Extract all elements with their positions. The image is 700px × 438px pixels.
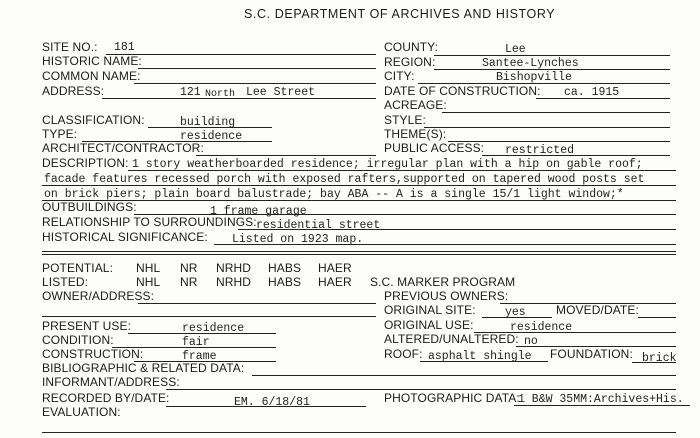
foundation-label: FOUNDATION:	[550, 347, 633, 361]
altered-label: ALTERED/UNALTERED:	[384, 332, 519, 346]
relationship-line	[238, 229, 676, 230]
bibliographic-label: BIBLIOGRAPHIC & RELATED DATA:	[42, 361, 245, 375]
type-value: residence	[180, 130, 243, 143]
present-use-label: PRESENT USE:	[42, 319, 132, 333]
historical-significance-label: HISTORICAL SIGNIFICANCE:	[42, 230, 208, 244]
roof-label: ROOF:	[384, 347, 423, 361]
owner-address-label: OWNER/ADDRESS:	[42, 289, 155, 303]
site-no-label: SITE NO.:	[42, 40, 98, 54]
architect-line	[196, 155, 376, 156]
recorded-by-label: RECORDED BY/DATE:	[42, 391, 170, 405]
section-divider-1	[42, 251, 676, 252]
potential-nhl: NHL	[136, 261, 161, 275]
present-use-value: residence	[182, 322, 245, 335]
public-access-value: restricted	[505, 144, 575, 157]
original-use-value: residence	[510, 321, 573, 334]
county-line	[434, 55, 670, 56]
outbuildings-value: 1 frame garage	[210, 205, 307, 218]
original-site-value: yes	[505, 306, 526, 319]
listed-label: LISTED:	[42, 275, 89, 289]
region-line	[434, 69, 670, 70]
description-line-1: 1 story weatherboarded residence; irregular plan with a hip on gable roof;	[132, 158, 643, 171]
previous-owners-label: PREVIOUS OWNERS:	[384, 289, 509, 303]
common-name-label: COMMON NAME:	[42, 69, 141, 83]
themes-label: THEME(S):	[384, 127, 447, 141]
style-label: STYLE:	[384, 113, 426, 127]
evaluation-line	[42, 432, 676, 433]
address-label: ADDRESS:	[42, 84, 105, 98]
description-rule-1	[128, 170, 676, 171]
listed-nrhd: NRHD	[216, 275, 252, 289]
architect-label: ARCHITECT/CONTRACTOR:	[42, 141, 204, 155]
classification-line	[148, 127, 272, 128]
address-number: 121	[180, 86, 201, 99]
listed-nhl: NHL	[136, 275, 161, 289]
county-value: Lee	[505, 43, 526, 56]
region-value: Santee-Lynches	[482, 57, 579, 70]
listed-haer: HAER	[318, 275, 352, 289]
original-use-label: ORIGINAL USE:	[384, 318, 474, 332]
description-line-3: on brick piers; plain board balustrade; bay ABA -- A is a single 15/1 light window;*	[44, 188, 624, 201]
historic-name-label: HISTORIC NAME:	[42, 54, 142, 68]
city-value: Bishopville	[496, 71, 572, 84]
common-name-line	[134, 83, 376, 84]
photographic-data-line	[514, 405, 690, 406]
informant-line	[166, 389, 676, 390]
relationship-label: RELATIONSHIP TO SURROUNDINGS:	[42, 215, 257, 229]
photographic-data-label: PHOTOGRAPHIC DATA:	[384, 391, 520, 405]
potential-nrhd: NRHD	[216, 261, 252, 275]
construction-value: frame	[182, 350, 217, 363]
historical-significance-value: Listed on 1923 map.	[232, 233, 364, 246]
form-title: S.C. DEPARTMENT OF ARCHIVES AND HISTORY	[244, 7, 556, 21]
foundation-line	[632, 362, 676, 363]
moved-date-label: MOVED/DATE:	[556, 303, 639, 317]
photographic-data-value: 1 B&W 35MM:Archives+His.	[518, 393, 684, 406]
classification-value: building	[180, 116, 236, 129]
relationship-value: residential street	[256, 219, 381, 232]
owner-address-line	[138, 303, 376, 304]
potential-label: POTENTIAL:	[42, 261, 114, 275]
address-north: North	[205, 89, 236, 100]
city-label: CITY:	[384, 69, 415, 83]
historic-name-line	[138, 68, 376, 69]
original-site-label: ORIGINAL SITE:	[384, 303, 476, 317]
outbuildings-label: OUTBUILDINGS:	[42, 200, 137, 214]
potential-haer: HAER	[318, 261, 352, 275]
public-access-line	[482, 155, 670, 156]
style-line	[424, 127, 670, 128]
acreage-line	[442, 112, 670, 113]
informant-label: INFORMANT/ADDRESS:	[42, 375, 180, 389]
construction-label: CONSTRUCTION:	[42, 347, 144, 361]
description-rule-3	[42, 200, 676, 201]
address-line	[102, 98, 376, 99]
original-site-line	[482, 317, 552, 318]
roof-value: asphalt shingle	[428, 350, 532, 363]
site-no-value: 181	[114, 41, 135, 54]
description-label: DESCRIPTION:	[42, 156, 129, 170]
date-of-construction-label: DATE OF CONSTRUCTION:	[384, 84, 541, 98]
owner-extra-line	[42, 316, 376, 317]
altered-value: no	[524, 335, 538, 348]
foundation-value: brick	[642, 352, 677, 365]
type-label: TYPE:	[42, 127, 78, 141]
region-label: REGION:	[384, 55, 436, 69]
recorded-by-value: EM. 6/18/81	[234, 396, 310, 409]
description-line-2: facade features recessed porch with exposed rafters,supported on tapered wood posts set	[44, 173, 645, 186]
bibliographic-line	[252, 375, 676, 376]
acreage-label: ACREAGE:	[384, 98, 447, 112]
date-of-construction-line	[536, 98, 670, 99]
county-label: COUNTY:	[384, 40, 439, 54]
address-street: Lee Street	[246, 86, 316, 99]
potential-nr: NR	[180, 261, 198, 275]
site-no-line	[106, 54, 376, 55]
condition-label: CONDITION:	[42, 333, 114, 347]
condition-value: fair	[182, 336, 210, 349]
description-rule-2	[42, 185, 676, 186]
date-of-construction-value: ca. 1915	[564, 86, 620, 99]
roof-line	[420, 361, 548, 362]
present-use-line	[128, 333, 276, 334]
public-access-label: PUBLIC ACCESS:	[384, 141, 485, 155]
section-divider-2	[42, 254, 676, 255]
classification-label: CLASSIFICATION:	[42, 113, 145, 127]
listed-habs: HABS	[268, 275, 302, 289]
evaluation-label: EVALUATION:	[42, 405, 121, 419]
listed-nr: NR	[180, 275, 198, 289]
moved-date-line	[638, 317, 676, 318]
marker-program-label: S.C. MARKER PROGRAM	[370, 275, 516, 289]
potential-habs: HABS	[268, 261, 302, 275]
historical-significance-line	[214, 244, 676, 245]
recorded-by-line	[166, 406, 366, 407]
